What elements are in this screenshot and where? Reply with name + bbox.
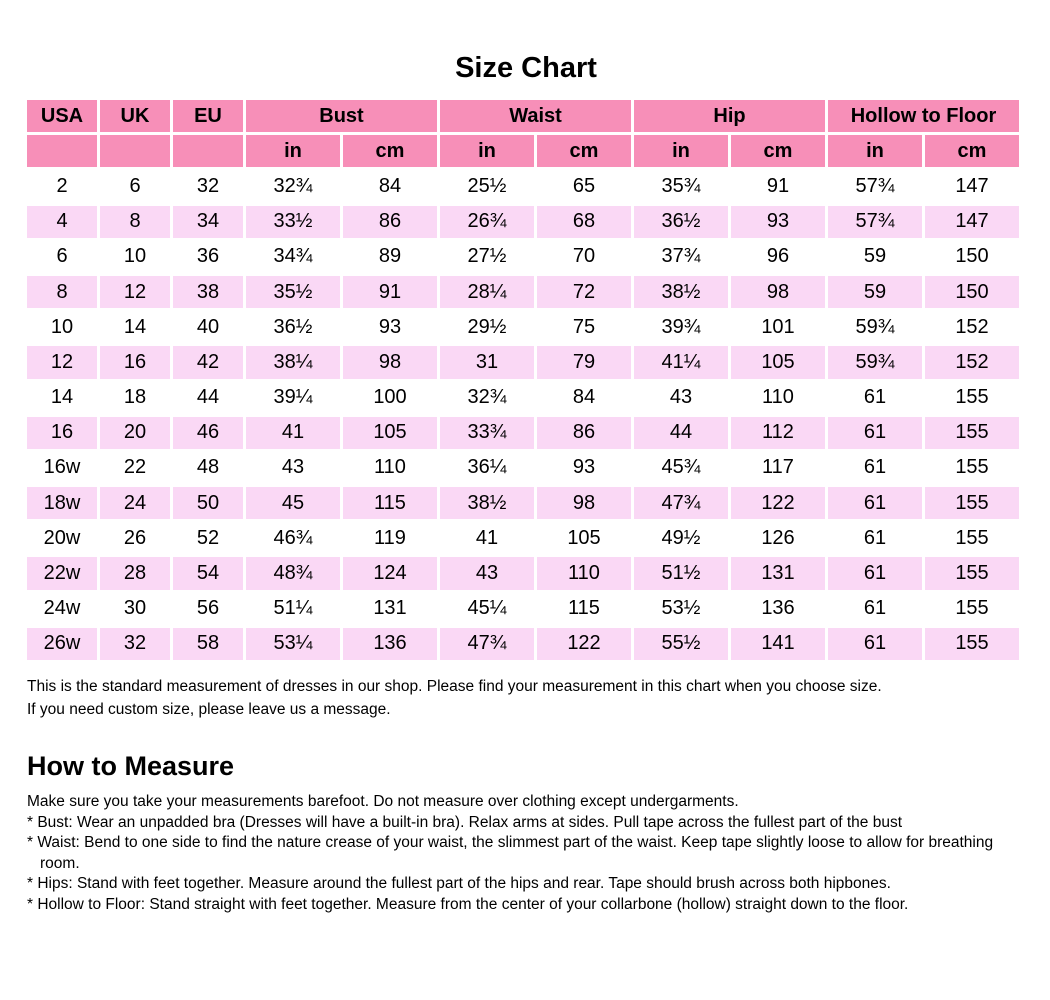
table-cell: 34: [173, 206, 243, 238]
column-group-header: EU: [173, 100, 243, 132]
unit-subheader: in: [634, 135, 728, 167]
table-cell: 16w: [27, 452, 97, 484]
table-cell: 72: [537, 276, 631, 308]
table-cell: 48: [173, 452, 243, 484]
unit-subheader: cm: [731, 135, 825, 167]
table-cell: 34¾: [246, 241, 340, 273]
table-cell: 51½: [634, 557, 728, 589]
table-cell: 28: [100, 557, 170, 589]
table-cell: 105: [731, 346, 825, 378]
table-cell: 152: [925, 311, 1019, 343]
unit-subheader: cm: [925, 135, 1019, 167]
table-cell: 112: [731, 417, 825, 449]
table-cell: 61: [828, 522, 922, 554]
table-cell: 25½: [440, 170, 534, 202]
table-cell: 33½: [246, 206, 340, 238]
table-cell: 24: [100, 487, 170, 519]
table-cell: 35½: [246, 276, 340, 308]
table-cell: 93: [731, 206, 825, 238]
table-cell: 4: [27, 206, 97, 238]
measure-bullet: * Hollow to Floor: Stand straight with feet together. Measure from the center of your collarbone (hollow) straight down to the floor.: [27, 895, 909, 913]
column-group-header: Waist: [440, 100, 631, 132]
table-cell: 20: [100, 417, 170, 449]
table-cell: 61: [828, 557, 922, 589]
table-cell: 46¾: [246, 522, 340, 554]
table-cell: 91: [731, 170, 825, 202]
table-cell: 55½: [634, 628, 728, 660]
table-cell: 155: [925, 487, 1019, 519]
table-cell: 49½: [634, 522, 728, 554]
table-cell: 84: [537, 382, 631, 414]
table-cell: 53½: [634, 593, 728, 625]
table-cell: 57¾: [828, 170, 922, 202]
table-cell: 68: [537, 206, 631, 238]
table-row: [27, 170, 1019, 202]
table-cell: 37¾: [634, 241, 728, 273]
table-cell: 14: [100, 311, 170, 343]
table-row: [27, 487, 1019, 519]
table-cell: 155: [925, 557, 1019, 589]
table-cell: 45: [246, 487, 340, 519]
table-cell: 50: [173, 487, 243, 519]
unit-subheader: in: [440, 135, 534, 167]
table-cell: 18: [100, 382, 170, 414]
table-cell: 100: [343, 382, 437, 414]
table-cell: 150: [925, 241, 1019, 273]
how-to-measure-instructions: [27, 792, 1012, 915]
table-cell: 155: [925, 452, 1019, 484]
table-cell: 59: [828, 241, 922, 273]
table-row: [27, 311, 1019, 343]
table-cell: 147: [925, 170, 1019, 202]
table-cell: 155: [925, 417, 1019, 449]
table-cell: 61: [828, 382, 922, 414]
table-row: [27, 276, 1019, 308]
column-group-header: USA: [27, 100, 97, 132]
unit-subheader: in: [828, 135, 922, 167]
table-cell: 14: [27, 382, 97, 414]
table-row: [27, 346, 1019, 378]
table-cell: 47¾: [634, 487, 728, 519]
table-cell: 131: [343, 593, 437, 625]
table-cell: 16: [27, 417, 97, 449]
table-cell: 41: [246, 417, 340, 449]
table-cell: 39¾: [634, 311, 728, 343]
table-cell: 98: [731, 276, 825, 308]
table-cell: 115: [343, 487, 437, 519]
table-cell: 38: [173, 276, 243, 308]
table-cell: 8: [27, 276, 97, 308]
table-cell: 115: [537, 593, 631, 625]
size-chart-table: [24, 97, 1022, 663]
table-cell: 110: [343, 452, 437, 484]
table-cell: 43: [440, 557, 534, 589]
table-row: [27, 241, 1019, 273]
table-cell: 84: [343, 170, 437, 202]
table-cell: 26w: [27, 628, 97, 660]
table-cell: 93: [343, 311, 437, 343]
table-cell: 30: [100, 593, 170, 625]
table-cell: 10: [27, 311, 97, 343]
table-row: [27, 593, 1019, 625]
table-cell: 36: [173, 241, 243, 273]
chart-notes: [27, 675, 1025, 721]
table-cell: 57¾: [828, 206, 922, 238]
table-cell: 61: [828, 417, 922, 449]
table-row: [27, 557, 1019, 589]
measure-bullet: * Bust: Wear an unpadded bra (Dresses will have a built-in bra). Relax arms at sides. Pull tape across the fullest part of the bust: [27, 813, 903, 831]
table-cell: 44: [173, 382, 243, 414]
table-cell: 122: [731, 487, 825, 519]
table-cell: 8: [100, 206, 170, 238]
table-cell: 12: [100, 276, 170, 308]
unit-subheader: in: [246, 135, 340, 167]
note-line-1: This is the standard measurement of dresses in our shop. Please find your measurement in this chart when you choose size.: [27, 678, 882, 695]
table-cell: 110: [731, 382, 825, 414]
table-cell: 48¾: [246, 557, 340, 589]
table-cell: 155: [925, 628, 1019, 660]
table-cell: 136: [343, 628, 437, 660]
table-cell: 122: [537, 628, 631, 660]
table-cell: 51¼: [246, 593, 340, 625]
table-cell: 20w: [27, 522, 97, 554]
table-cell: 32¾: [440, 382, 534, 414]
table-cell: 56: [173, 593, 243, 625]
table-cell: 117: [731, 452, 825, 484]
column-group-header: Hip: [634, 100, 825, 132]
table-cell: 6: [100, 170, 170, 202]
table-cell: 61: [828, 452, 922, 484]
table-cell: 44: [634, 417, 728, 449]
table-header: [27, 100, 1019, 167]
table-cell: 53¼: [246, 628, 340, 660]
how-to-measure-heading: How to Measure: [27, 751, 235, 781]
table-cell: 61: [828, 487, 922, 519]
table-cell: 126: [731, 522, 825, 554]
table-cell: 105: [537, 522, 631, 554]
table-cell: 110: [537, 557, 631, 589]
table-cell: 16: [100, 346, 170, 378]
measure-bullet: * Hips: Stand with feet together. Measure around the fullest part of the hips and rear. Tape should brush across both hipbones.: [27, 875, 891, 892]
empty-subheader-cell: [100, 135, 170, 167]
table-cell: 43: [634, 382, 728, 414]
table-cell: 59¾: [828, 346, 922, 378]
table-cell: 32¾: [246, 170, 340, 202]
empty-subheader-cell: [27, 135, 97, 167]
table-cell: 47¾: [440, 628, 534, 660]
table-cell: 79: [537, 346, 631, 378]
empty-subheader-cell: [173, 135, 243, 167]
table-row: [27, 206, 1019, 238]
table-cell: 43: [246, 452, 340, 484]
table-cell: 24w: [27, 593, 97, 625]
table-cell: 10: [100, 241, 170, 273]
table-cell: 35¾: [634, 170, 728, 202]
table-cell: 98: [343, 346, 437, 378]
table-cell: 152: [925, 346, 1019, 378]
table-cell: 31: [440, 346, 534, 378]
table-cell: 93: [537, 452, 631, 484]
table-cell: 58: [173, 628, 243, 660]
table-cell: 18w: [27, 487, 97, 519]
table-row: [27, 417, 1019, 449]
table-cell: 86: [343, 206, 437, 238]
table-cell: 61: [828, 628, 922, 660]
table-cell: 36½: [246, 311, 340, 343]
table-cell: 39¼: [246, 382, 340, 414]
column-group-header-row: [27, 100, 1019, 132]
table-cell: 105: [343, 417, 437, 449]
page-title: Size Chart: [455, 52, 597, 84]
table-row: [27, 382, 1019, 414]
table-cell: 96: [731, 241, 825, 273]
table-cell: 45¾: [634, 452, 728, 484]
table-cell: 54: [173, 557, 243, 589]
table-cell: 124: [343, 557, 437, 589]
table-cell: 26: [100, 522, 170, 554]
table-cell: 36¼: [440, 452, 534, 484]
unit-subheader: cm: [343, 135, 437, 167]
table-cell: 65: [537, 170, 631, 202]
table-cell: 32: [100, 628, 170, 660]
table-cell: 45¼: [440, 593, 534, 625]
table-cell: 41: [440, 522, 534, 554]
table-row: [27, 628, 1019, 660]
table-cell: 150: [925, 276, 1019, 308]
table-cell: 155: [925, 382, 1019, 414]
table-cell: 28¼: [440, 276, 534, 308]
table-cell: 41¼: [634, 346, 728, 378]
table-cell: 22w: [27, 557, 97, 589]
table-cell: 40: [173, 311, 243, 343]
table-cell: 59: [828, 276, 922, 308]
table-cell: 12: [27, 346, 97, 378]
measure-bullet: * Waist: Bend to one side to find the nature crease of your waist, the slimmest part of the waist. Keep tape slightly loose to allow for breathing room.: [27, 834, 994, 872]
table-cell: 91: [343, 276, 437, 308]
table-cell: 29½: [440, 311, 534, 343]
table-cell: 46: [173, 417, 243, 449]
table-row: [27, 452, 1019, 484]
table-cell: 59¾: [828, 311, 922, 343]
column-group-header: UK: [100, 100, 170, 132]
table-cell: 89: [343, 241, 437, 273]
table-cell: 22: [100, 452, 170, 484]
unit-subheader: cm: [537, 135, 631, 167]
table-cell: 27½: [440, 241, 534, 273]
column-group-header: Hollow to Floor: [828, 100, 1019, 132]
table-cell: 141: [731, 628, 825, 660]
table-cell: 6: [27, 241, 97, 273]
table-body: [27, 170, 1019, 660]
table-cell: 147: [925, 206, 1019, 238]
table-cell: 75: [537, 311, 631, 343]
table-cell: 52: [173, 522, 243, 554]
table-cell: 101: [731, 311, 825, 343]
table-cell: 86: [537, 417, 631, 449]
table-cell: 61: [828, 593, 922, 625]
column-group-header: Bust: [246, 100, 437, 132]
table-cell: 33¾: [440, 417, 534, 449]
table-cell: 119: [343, 522, 437, 554]
table-cell: 155: [925, 593, 1019, 625]
table-cell: 32: [173, 170, 243, 202]
table-cell: 38½: [634, 276, 728, 308]
table-cell: 70: [537, 241, 631, 273]
measure-intro-line: Make sure you take your measurements barefoot. Do not measure over clothing except undergarments.: [27, 793, 739, 810]
table-cell: 38¼: [246, 346, 340, 378]
table-cell: 2: [27, 170, 97, 202]
table-cell: 38½: [440, 487, 534, 519]
table-cell: 98: [537, 487, 631, 519]
note-line-2: If you need custom size, please leave us a message.: [27, 701, 391, 718]
unit-subheader-row: [27, 135, 1019, 167]
table-cell: 131: [731, 557, 825, 589]
table-cell: 155: [925, 522, 1019, 554]
table-cell: 42: [173, 346, 243, 378]
table-cell: 36½: [634, 206, 728, 238]
table-cell: 26¾: [440, 206, 534, 238]
table-row: [27, 522, 1019, 554]
table-cell: 136: [731, 593, 825, 625]
